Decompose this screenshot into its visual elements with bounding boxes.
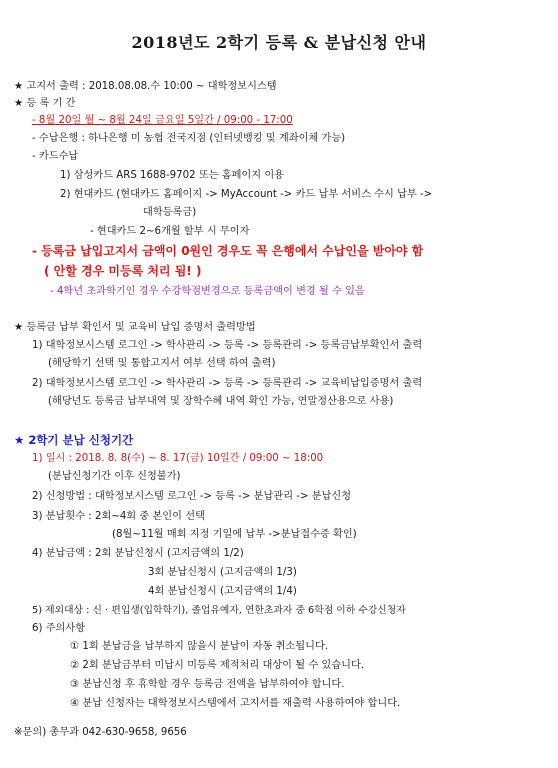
notice-print-line: ★ 고지서 출력 : 2018.08.08.수 10:00 ~ 대학정보시스템 — [14, 81, 277, 92]
certificate-header: ★ 등록금 납부 확인서 및 교육비 납입 증명서 출력방법 — [14, 322, 256, 333]
certificate-item-1: 1) 대학정보시스템 로그인 -> 학사관리 -> 등록 -> 등록관리 -> 등록금납부확인서 출력 — [32, 340, 423, 351]
unregistered-warning: ( 안할 경우 미등록 처리 됨! ) — [44, 264, 202, 278]
installment-method: 2) 신청방법 : 대학정보시스템 로그인 -> 등록 -> 분납관리 -> 분납신청 — [32, 491, 352, 502]
page-title: 2018년도 2학기 등록 & 분납신청 안내 — [131, 33, 427, 52]
registration-period: - 8월 20일 월 ~ 8월 24일 금요일 5일간 / 09:00 - 17:00 — [32, 115, 293, 126]
card-hyundai: 2) 현대카드 (현대카드 홈페이지 -> MyAccount -> 카드 납부 서비스 수시 납부 -> — [60, 189, 433, 200]
installment-count-note: (8월~11월 매회 지정 기일에 납부 ->분납접수증 확인) — [112, 529, 357, 540]
period-header: ★ 등 록 기 간 — [14, 98, 76, 109]
senior-note: - 4학년 초과학기인 경우 수강학점변경으로 등록금액이 변경 될 수 있음 — [50, 286, 365, 297]
installment-date: 1) 일시 : 2018. 8. 8(수) ~ 8. 17(금) 10일간 / 09:00 ~ 18:00 — [32, 453, 324, 464]
card-hyundai-note: - 현대카드 2~6개월 할부 시 무이자 — [90, 226, 250, 237]
bank-info: - 수납은행 : 하나은행 미 농협 전국지점 (인터넷뱅킹 및 계좌이체 가능) — [32, 133, 346, 144]
caution-3: ③ 분납신청 후 휴학할 경우 등록금 전액을 납부하여야 합니다. — [70, 679, 345, 690]
installment-exclusion: 5) 제외대상 : 신 · 편입생(입학학기), 졸업유예자, 연한초과자 중 6학점 이하 수강신청자 — [32, 605, 406, 616]
certificate-item-2-note: (해당년도 등록금 납부내역 및 장학수혜 내역 확인 가능, 연말정산용으로 사용) — [48, 396, 394, 407]
contact-info: ※문의) 총무과 042-630-9658, 9656 — [14, 727, 187, 738]
installment-amount-4: 4회 분납신청시 (고지금액의 1/4) — [148, 586, 297, 597]
zero-amount-warning: - 등록금 납입고지서 금액이 0원인 경우도 꼭 은행에서 수납인을 받아야 함 — [32, 244, 424, 258]
certificate-item-1-note: (해당학기 선택 및 통합고지서 여부 선택 하여 출력) — [48, 358, 276, 369]
caution-1: ① 1회 분납금을 납부하지 않을시 분납이 자동 취소됩니다. — [70, 641, 329, 652]
card-header: - 카드수납 — [32, 151, 79, 162]
caution-4: ④ 분납 신청자는 대학정보시스템에서 고지서를 재출력 사용하여야 합니다. — [70, 698, 401, 709]
installment-header: ★ 2학기 분납 신청기간 — [14, 433, 134, 447]
certificate-item-2: 2) 대학정보시스템 로그인 -> 학사관리 -> 등록 -> 등록관리 -> 교육비납입증명서 출력 — [32, 378, 423, 389]
caution-header: 6) 주의사항 — [32, 623, 86, 634]
card-samsung: 1) 삼성카드 ARS 1688-9702 또는 홈페이지 이용 — [60, 170, 285, 181]
installment-amount-2: 4) 분납금액 : 2회 분납신청시 (고지금액의 1/2) — [32, 548, 244, 559]
installment-date-note: (분납신청기간 이후 신청불가) — [48, 471, 181, 482]
caution-2: ② 2회 분납금부터 미납시 미등록 제적처리 대상이 될 수 있습니다. — [70, 660, 365, 671]
installment-count: 3) 분납횟수 : 2회~4회 중 본인이 선택 — [32, 511, 205, 522]
installment-amount-3: 3회 분납신청시 (고지금액의 1/3) — [148, 567, 297, 578]
card-hyundai-cont: 대학등록금) — [143, 207, 197, 218]
